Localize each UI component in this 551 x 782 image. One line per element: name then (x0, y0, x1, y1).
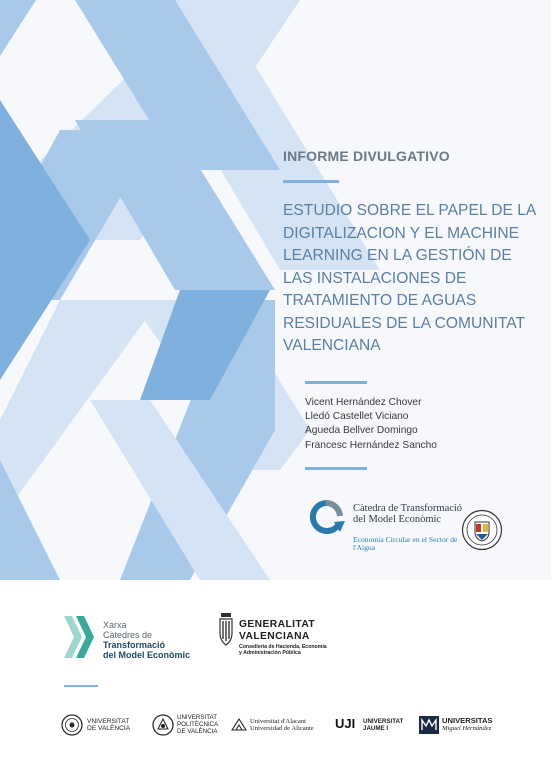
author-name: Lledó Castellet Viciano (305, 411, 409, 423)
university-logo-ua (231, 714, 317, 740)
author-name: Agueda Bellver Domingo (305, 425, 418, 437)
catedra-name: Càtedra de Transformació del Model Econòmic (353, 503, 463, 525)
title-top-rule (283, 180, 339, 183)
university-logo-umh (419, 714, 495, 740)
ua-building-icon (231, 717, 247, 731)
generalitat-shield-icon (218, 613, 234, 647)
xarxa-line: Transformació (103, 640, 166, 650)
xarxa-line: Xarxa (103, 620, 127, 630)
upv-seal-icon (152, 714, 174, 736)
author-name: Francesc Hernández Sancho (305, 439, 437, 451)
uji-acronym: UJI (335, 716, 356, 731)
uni-text-line: UNIVERSITAT (363, 718, 404, 725)
uni-text-line: VNIVERSITAT (87, 718, 130, 725)
university-logo-uji (335, 714, 407, 740)
catedra-subtitle: Economia Circular en el Sector de l'Aigua (353, 535, 458, 553)
authors-top-rule (305, 381, 367, 384)
university-logo-upv (152, 714, 218, 740)
uni-text-line: UNIVERSITAS (442, 716, 493, 725)
university-logo-uv (61, 714, 137, 740)
uni-text-line: JAUME I (363, 725, 389, 733)
partner-logos-section (0, 580, 551, 782)
uv-seal-icon (61, 714, 83, 736)
uni-text-line: POLITÈCNICA (177, 720, 219, 728)
bottom-accent-rule (64, 685, 98, 687)
gv-name-line: GENERALITAT (239, 619, 316, 630)
author-list (305, 396, 437, 453)
gv-sub-line: y Administración Pública (239, 650, 301, 657)
report-title: ESTUDIO SOBRE EL PAPEL DE LA DIGITALIZACION Y EL MACHINE LEARNING EN LA GESTIÓN DE LAS INSTALACIONES DE TRATAMIENTO DE AGUAS RESIDUALES DE LA COMUNITAT VALENCIANA (283, 202, 536, 354)
report-type-label: INFORME DIVULGATIVO (283, 148, 450, 164)
xarxa-chevron-icon (64, 616, 96, 658)
gv-name-line: VALENCIANA (239, 630, 310, 642)
xarxa-line: del Model Econòmic (103, 650, 191, 660)
uni-text-line: Universidad de Alicante (250, 725, 314, 733)
umh-logo-icon (419, 716, 439, 734)
xarxa-line: Càtedres de (103, 630, 153, 640)
authors-bottom-rule (305, 467, 367, 470)
university-seal-icon (461, 509, 503, 551)
author-name: Vicent Hernández Chover (305, 397, 422, 408)
uni-text-line: Universitat d'Alacant (250, 718, 306, 725)
circular-arrow-logo-icon (306, 500, 346, 536)
uni-text-line: DE VALÈNCIA (87, 725, 131, 733)
uni-text-line: Miguel Hernández (442, 725, 492, 733)
uni-text-line: DE VALÈNCIA (177, 727, 218, 735)
uni-text-line: UNIVERSITAT (177, 714, 217, 721)
gv-sub-line: Conselleria de Hacienda, Economía (239, 644, 327, 650)
